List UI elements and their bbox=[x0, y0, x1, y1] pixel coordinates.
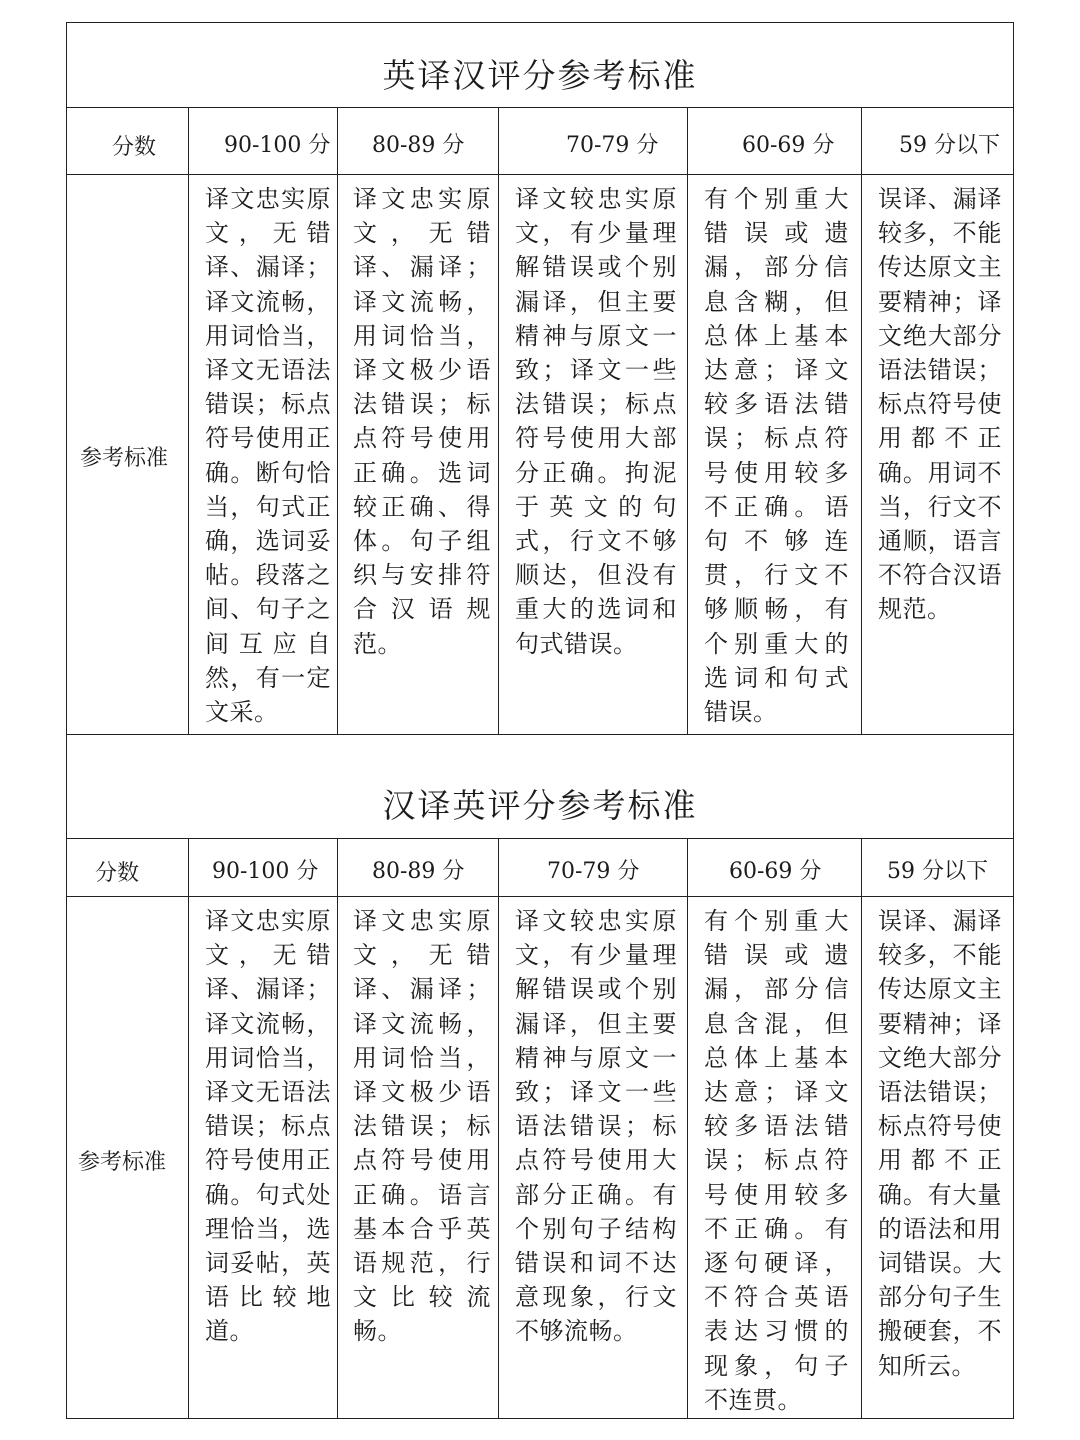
score-header-label: 分数 bbox=[95, 861, 140, 886]
criteria-cell: 译文较忠实原文，有少量理解错误或个别漏译，但主要精神与原文一致；译文一些语法错误；标点符号使用大部分正确。有个别句子结构错误和词不达意现象，行文不够流畅。 bbox=[515, 907, 677, 1346]
criteria-cell: 译文忠实原文，无错译、漏译；译文流畅，用词恰当，译文无语法错误；标点符号使用正确。断句恰当，句式正确，选词妥帖。段落之间、句子之间互应自然，有一定文采。 bbox=[205, 185, 331, 727]
score-column-header: 70-79 分 bbox=[566, 133, 659, 158]
divider bbox=[66, 174, 1014, 175]
column-divider bbox=[861, 838, 862, 1418]
criteria-cell: 有个别重大错误或遗漏，部分信息含糊，但总体上基本达意；译文较多语法错误；标点符号使用较多不正确。语句不够连贯，行文不够顺畅，有个别重大的选词和句式错误。 bbox=[704, 185, 849, 727]
score-column-header: 59 分以下 bbox=[899, 133, 1000, 158]
score-column-header: 90-100 分 bbox=[224, 133, 331, 158]
score-header-label: 分数 bbox=[112, 135, 157, 160]
score-column-header: 90-100 分 bbox=[212, 859, 319, 884]
criteria-cell: 译文较忠实原文，有少量理解错误或个别漏译，但主要精神与原文一致；译文一些法错误；标点符号使用大部分正确。拘泥于英文的句式，行文不够顺达，但没有重大的选词和句式错误。 bbox=[515, 185, 677, 658]
column-divider bbox=[498, 107, 499, 734]
column-divider bbox=[861, 107, 862, 734]
score-column-header: 80-89 分 bbox=[372, 133, 465, 158]
divider bbox=[66, 734, 1014, 735]
score-column-header: 70-79 分 bbox=[547, 859, 640, 884]
table-title-zh-en: 汉译英评分参考标准 bbox=[382, 786, 698, 825]
column-divider bbox=[337, 838, 338, 1418]
criteria-cell: 译文忠实原文，无错译、漏译；译文流畅，用词恰当，译文无语法错误；标点符号使用正确。句式处理恰当，选词妥帖，英语比较地道。 bbox=[205, 907, 331, 1346]
score-column-header: 80-89 分 bbox=[372, 859, 465, 884]
criteria-cell: 译文忠实原文，无错译、漏译；译文流畅，用词恰当，译文极少语法错误；标点符号使用正确。语言基本合乎英语规范，行文比较流畅。 bbox=[353, 907, 491, 1346]
criteria-row-label: 参考标准 bbox=[78, 1150, 167, 1175]
divider bbox=[66, 896, 1014, 897]
score-column-header: 60-69 分 bbox=[742, 133, 835, 158]
criteria-cell: 译文忠实原文，无错译、漏译；译文流畅，用词恰当，译文极少语法错误；标点符号使用正确。选词较正确、得体。句子组织与安排符合汉语规范。 bbox=[353, 185, 491, 658]
column-divider bbox=[498, 838, 499, 1418]
column-divider bbox=[188, 838, 189, 1418]
criteria-cell: 误译、漏译较多，不能传达原文主要精神；译文绝大部分语法错误；标点符号使用都不正确。有大量的语法和用词错误。大部分句子生搬硬套，不知所云。 bbox=[878, 907, 1002, 1380]
table-border-left bbox=[66, 22, 67, 1419]
criteria-cell: 有个别重大错误或遗漏，部分信息含混，但总体上基本达意；译文较多语法错误；标点符号使用较多不正确。有逐句硬译，不符合英语表达习惯的现象，句子不连贯。 bbox=[704, 907, 849, 1414]
criteria-cell: 误译、漏译较多，不能传达原文主要精神；译文绝大部分语法错误；标点符号使用都不正确。用词不当，行文不通顺，语言不符合汉语规范。 bbox=[878, 185, 1002, 624]
table-border-right bbox=[1013, 22, 1014, 1419]
score-column-header: 60-69 分 bbox=[729, 859, 822, 884]
column-divider bbox=[337, 107, 338, 734]
table-border-bottom bbox=[66, 1418, 1014, 1419]
table-border-top bbox=[66, 22, 1014, 23]
column-divider bbox=[687, 107, 688, 734]
column-divider bbox=[188, 107, 189, 734]
table-title-en-zh: 英译汉评分参考标准 bbox=[382, 56, 698, 95]
column-divider bbox=[687, 838, 688, 1418]
divider bbox=[66, 107, 1014, 108]
score-column-header: 59 分以下 bbox=[887, 859, 988, 884]
criteria-row-label: 参考标准 bbox=[80, 446, 169, 471]
divider bbox=[66, 838, 1014, 839]
